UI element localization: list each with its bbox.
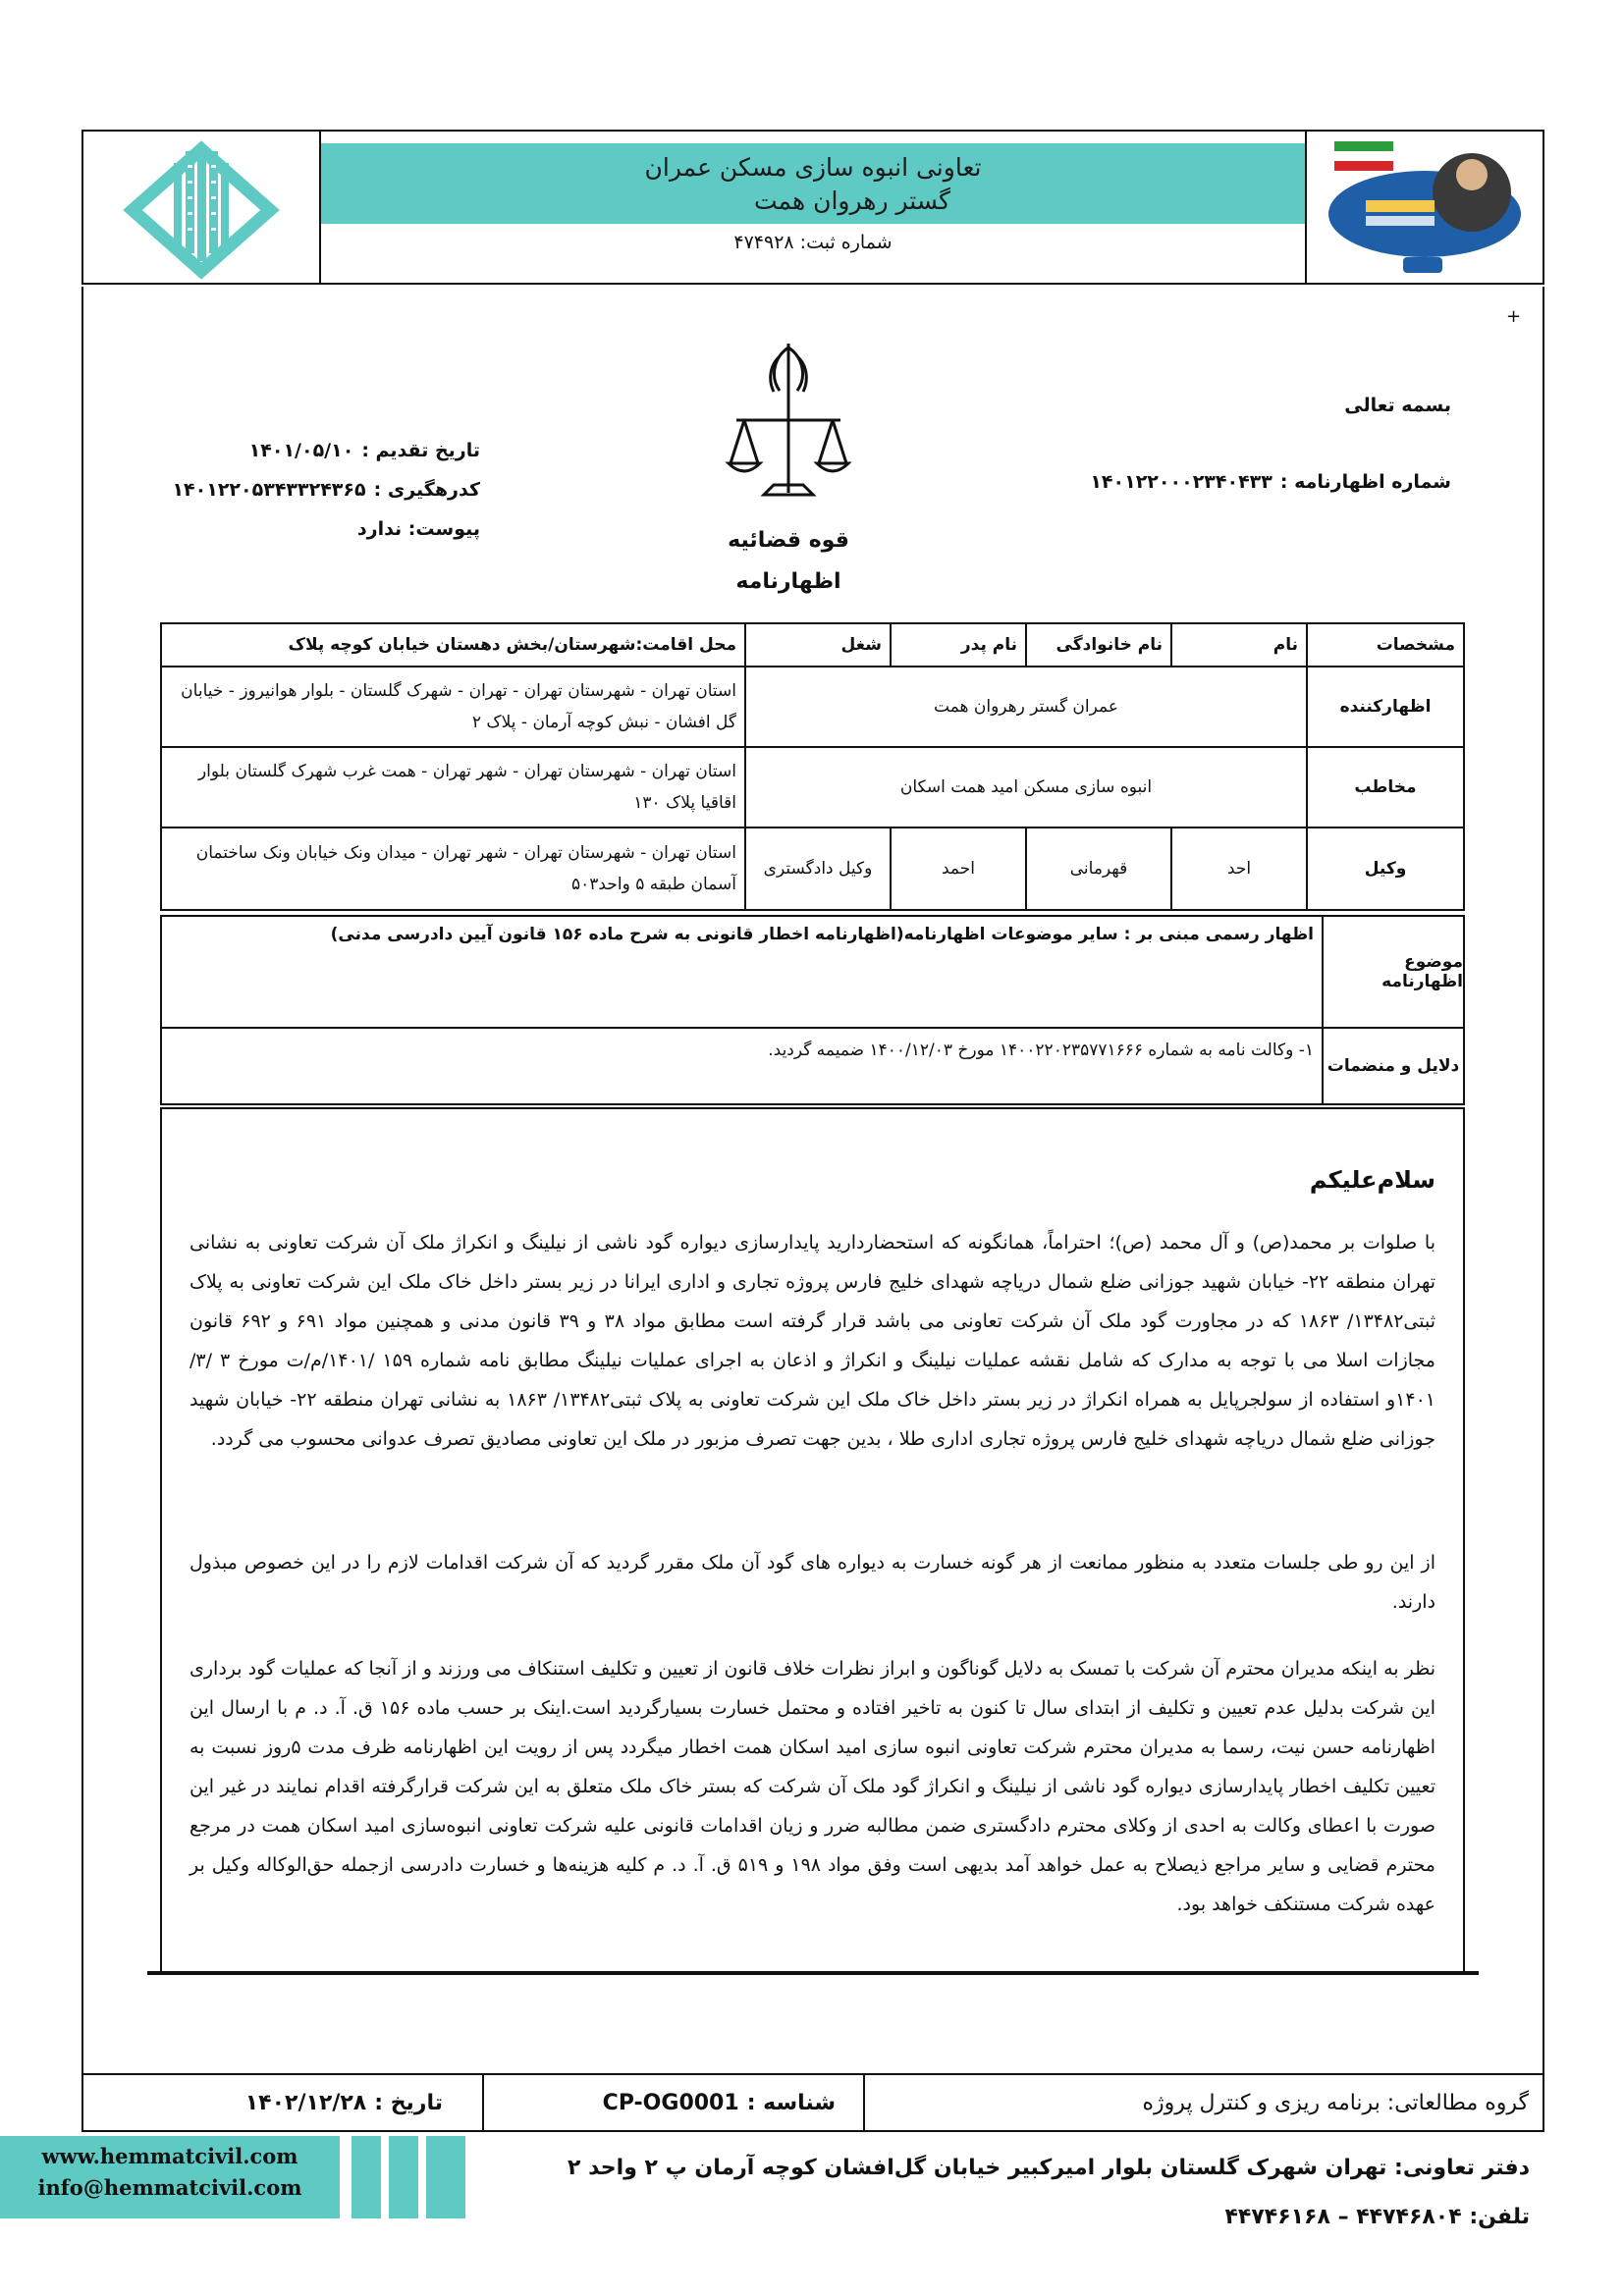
table-row	[161, 747, 1464, 828]
document-id-label: شناسه :	[746, 2090, 836, 2115]
subject-value: اظهار رسمی مبنی بر : سایر موضوعات اظهارنامه(اظهارنامه اخطار قانونی به شرح ماده ۱۵۶ قانون آیین دادرسی مدنی)	[330, 925, 1314, 944]
table-row	[161, 667, 1464, 747]
document-date-value: ۱۴۰۲/۱۲/۲۸	[244, 2090, 367, 2115]
submit-date-label: تاریخ تقدیم :	[361, 440, 480, 461]
lawyer-last-name: قهرمانی	[1026, 828, 1171, 910]
header-name: نام	[1171, 623, 1307, 667]
row-label-declarant: اظهارکننده	[1307, 667, 1464, 747]
letter-body	[160, 1107, 1465, 1971]
tracking-code-value: ۱۴۰۱۲۲۰۵۳۴۳۳۲۴۳۶۵	[172, 479, 366, 501]
basmala: بسمه تعالی	[1344, 395, 1451, 416]
tracking-code	[172, 479, 480, 501]
decorative-stripe	[389, 2136, 418, 2218]
tracking-code-label: کدرهگیری :	[373, 479, 480, 501]
judiciary-emblem-icon	[725, 338, 852, 508]
footer-divider	[863, 2075, 865, 2130]
registration-number: شماره ثبت: ۴۷۴۹۲۸	[733, 232, 893, 253]
letter-greeting: سلام‌علیکم	[1309, 1166, 1435, 1194]
declarant-name: عمران گستر رهروان همت	[745, 667, 1307, 747]
submit-date	[249, 440, 480, 461]
addressee-address: استان تهران - شهرستان تهران - شهر تهران - همت غرب شهرک گلستان بلوار اقاقیا پلاک ۱۳۰	[161, 747, 745, 828]
document-date	[245, 2075, 443, 2130]
subject-box	[160, 915, 1465, 1029]
notice-number-label: شماره اظهارنامه :	[1279, 471, 1451, 493]
company-name-line1: تعاونی انبوه سازی مسکن عمران	[644, 153, 982, 182]
contact-band	[0, 2136, 340, 2218]
office-address: دفتر تعاونی: تهران شهرک گلستان بلوار امیرکبیر خیابان گل‌افشان کوچه آرمان پ ۲ واحد ۲	[568, 2156, 1530, 2180]
evidence-box	[160, 1027, 1465, 1105]
document-id-value: CP-OG0001	[602, 2090, 739, 2115]
parties-table	[160, 622, 1465, 911]
lawyer-job: وکیل دادگستری	[745, 828, 891, 910]
header-father: نام پدر	[891, 623, 1026, 667]
row-label-lawyer: وکیل	[1307, 828, 1464, 910]
header-address: محل اقامت:شهرستان/بخش دهستان خیابان کوچه پلاک	[161, 623, 745, 667]
subject-label: موضوع اظهارنامه	[1322, 917, 1463, 1027]
decorative-stripe	[426, 2136, 465, 2218]
table-header-row	[161, 623, 1464, 667]
study-group: گروه مطالعاتی: برنامه ریزی و کنترل پروژه	[1142, 2090, 1529, 2115]
decorative-stripe	[352, 2136, 381, 2218]
header-job: شغل	[745, 623, 891, 667]
footer-divider	[482, 2075, 484, 2130]
lawyer-address: استان تهران - شهرستان تهران - شهر تهران - میدان ونک خیابان ونک ساختمان آسمان طبقه ۵ واحد۵۰۳	[161, 828, 745, 910]
letterhead	[81, 130, 1544, 285]
letter-paragraph-3: نظر به اینکه مدیران محترم آن شرکت با تمسک به دلایل گوناگون و ابراز نظرات خلاف قانون از تعیین و تکلیف استنکاف می ورزند و از آنجا که عملیات گود برداری این شرکت بدلیل عدم تعیین و تکلیف از ابتدای سال تا کنون به تاخیر افتاده و محتمل خسارت بسیارگردید است.اینک بر حسب ماده ۱۵۶ ق. آ. د. م با ارسال این اظهارنامه حسن نیت، رسما به مدیران محترم شرکت تعاونی انبوه سازی امید اسکان همت اخطار میگردد پس از رویت این اظهارنامه ظرف مدت ۵روز نسبت به تعیین تکلیف اخطار پایدارسازی دیواره گود ناشی از نیلینگ و انکراژ گود ملک آن شرکت که بستر خاک ملک متعلق به این شرکت قرارگرفته اقدام نمایند در غیر این صورت با اعطای وکالت به احدی از وکلای محترم دادگستری ضمن مطالبه ضرر و زیان اقدامات قانونی علیه شرکت تعاونی انبوه‌سازی امید اسکان همت در مرجع محترم قضایی و سایر مراجع ذیصلاح به عمل خواهد آمد بدیهی است وفق مواد ۱۹۸ و ۵۱۹ ق. آ. د. م کلیه هزینه‌ها و خسارت دادرسی ازجمله حق‌الوکاله وکیل بر عهده شرکت مستنکف خواهد بود.	[189, 1658, 1435, 1915]
header-specs: مشخصات	[1307, 623, 1464, 667]
lawyer-father-name: احمد	[891, 828, 1026, 910]
iran-flag-icon	[1334, 141, 1393, 171]
email-link[interactable]: info@hemmatcivil.com	[37, 2175, 302, 2200]
notice-number-value: ۱۴۰۱۲۲۰۰۰۲۳۴۰۴۳۳	[1090, 471, 1272, 493]
table-row	[161, 828, 1464, 910]
document-id	[603, 2075, 836, 2130]
leader-banner-icon	[1305, 132, 1543, 283]
corner-mark: +	[1506, 306, 1522, 327]
letter-bottom-rule	[147, 1971, 1479, 1975]
notice-number	[1090, 471, 1451, 493]
row-label-addressee: مخاطب	[1307, 747, 1464, 828]
footer-info-table	[81, 2073, 1544, 2132]
addressee-name: انبوه سازی مسکن امید همت اسکان	[745, 747, 1307, 828]
declarant-address: استان تهران - شهرستان تهران - تهران - شهرک گلستان - بلوار هوانیروز - خیابان گل افشان - نبش کوچه آرمان - پلاک ۲	[161, 667, 745, 747]
company-name-line2: گستر رهروان همت	[753, 187, 951, 215]
company-name-band	[321, 143, 1305, 224]
website-link[interactable]: www.hemmatcivil.com	[41, 2144, 298, 2168]
judiciary-title: قوه قضائیه	[728, 528, 849, 553]
attachment: پیوست: ندارد	[356, 518, 480, 540]
document-date-label: تاریخ :	[374, 2090, 443, 2115]
company-logo-icon	[83, 132, 321, 283]
document-title: اظهارنامه	[735, 569, 841, 594]
evidence-value: ۱- وکالت نامه به شماره ۱۴۰۰۲۲۰۲۳۵۷۷۱۶۶۶ مورخ ۱۴۰۰/۱۲/۰۳ ضمیمه گردید.	[768, 1041, 1314, 1060]
office-phone: تلفن: ۴۴۷۴۶۸۰۴ – ۴۴۷۴۶۱۶۸	[1224, 2205, 1530, 2229]
letter-paragraph-1: با صلوات بر محمد(ص) و آل محمد (ص)؛ احتراماً، همانگونه که استحضاردارید پایدارسازی دیواره گود ناشی از نیلینگ و انکراژ ملک آن شرکت تعاونی به نشانی تهران منطقه ۲۲- خیابان شهید جوزانی ضلع شمال دریاچه شهدای خلیج فارس پروژه تجاری و اداری ایرانا در زیر بستر داخل خاک ملک این شرکت تعاونی به پلاک ثبتی۱۳۴۸۲/ ۱۸۶۳ که در مجاورت گود ملک آن شرکت تعاونی می باشد قرار گرفته است مطابق مواد ۳۸ و ۳۹ قانون مدنی و همچنین مواد ۶۹۱ و ۶۹۲ قانون مجازات اسلا می با توجه به مدارک که شامل نقشه عملیات نیلینگ و انکراژ و اذعان به اجرای عملیات نیلینگ مطابق نامه شماره ۱۵۹ /۱۴۰۱/م/ت مورخ ۳ /۳/ ۱۴۰۱و استفاده از سولجرپایل به همراه انکراژ در زیر بستر داخل خاک ملک این شرکت تعاونی به پلاک ثبتی۱۳۴۸۲/ ۱۸۶۳ به نشانی تهران منطقه ۲۲- خیابان شهید جوزانی ضلع شمال دریاچه شهدای خلیج فارس پروژه تجاری اداری طلا ، بدین جهت تصرف مزبور در ملک این تعاونی مصادیق تصرف عدوانی محسوب می گردد.	[189, 1232, 1436, 1450]
letter-paragraph-2: از این رو طی جلسات متعدد به منظور ممانعت از هر گونه خسارت به دیواره های گود آن ملک مقرر گردید که آن شرکت اقدامات لازم را در این خصوص مبذول دارند.	[189, 1552, 1435, 1613]
header-lastname: نام خانوادگی	[1026, 623, 1171, 667]
submit-date-value: ۱۴۰۱/۰۵/۱۰	[248, 440, 354, 461]
lawyer-first-name: احد	[1171, 828, 1307, 910]
evidence-label: دلایل و منضمات	[1322, 1029, 1463, 1103]
